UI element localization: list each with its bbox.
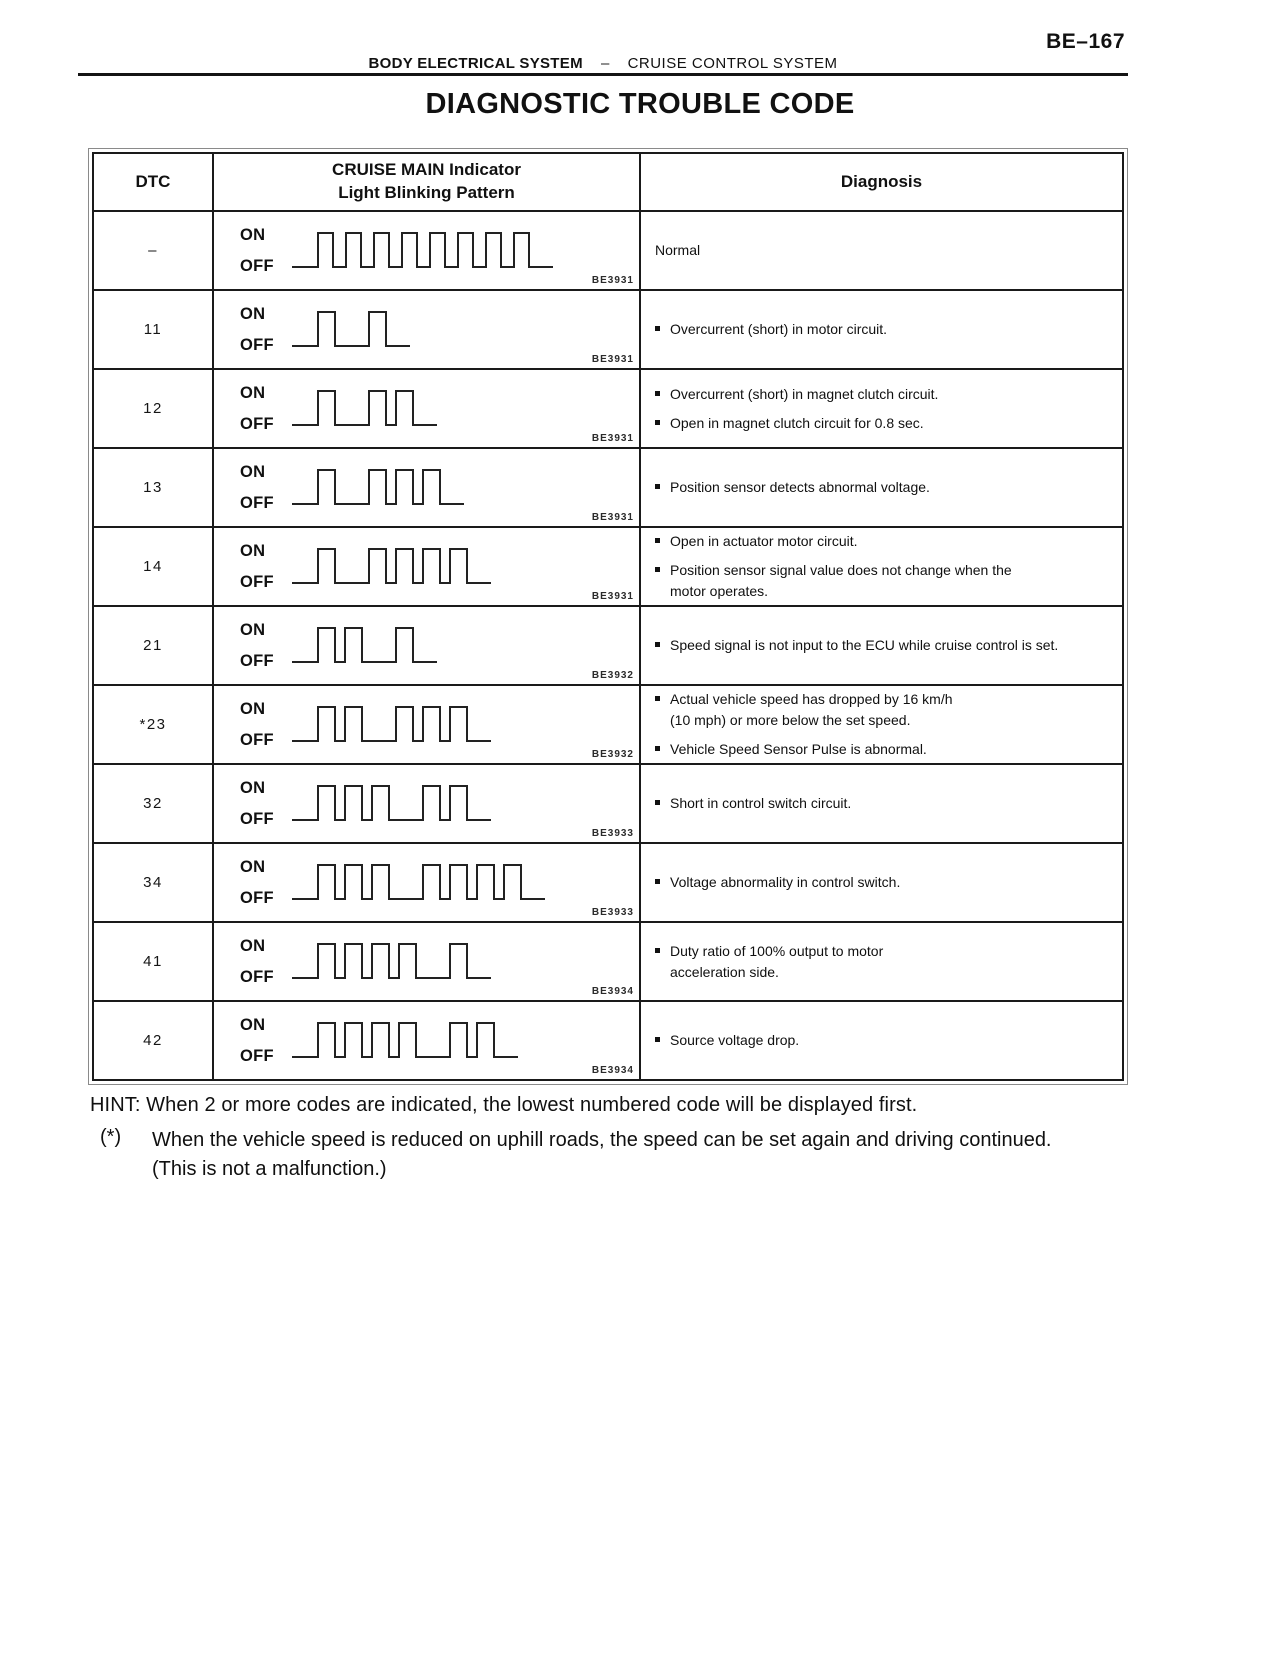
waveform-area [240,226,555,276]
bullet-icon [655,484,660,489]
col-header-diagnosis: Diagnosis [840,172,923,191]
diagnosis-cell [641,765,1122,842]
off-label: OFF [240,967,274,986]
figure-code: BE3932 [591,749,634,760]
diagnosis-item [655,240,1112,261]
waveform-area [240,858,547,908]
diagnosis-text [670,477,930,498]
onoff-labels [240,384,284,434]
blink-pattern-cell [214,686,641,763]
onoff-labels [240,226,284,276]
diagnosis-item [655,635,1112,656]
diagnosis-cell [641,686,1122,763]
col-header-pattern [214,154,641,210]
diagnosis-line: Overcurrent (short) in motor circuit. [670,321,888,337]
diagnosis-item [655,384,1112,405]
footnote-text [152,1126,1052,1184]
onoff-labels [240,1016,284,1066]
diagnosis-line: Duty ratio of 100% output to motor [670,942,884,959]
diagnosis-line: Normal [655,242,701,258]
diagnosis-text [670,384,938,405]
diagnosis-text [670,531,858,552]
col-header-pattern-line2: Light Blinking Pattern [338,183,515,202]
bullet-icon [655,420,660,425]
bullet-icon [655,879,660,884]
diagnosis-item [655,413,1112,434]
off-label: OFF [240,414,274,433]
table-row [94,449,1122,528]
dtc-code: 34 [94,844,214,921]
bullet-icon [655,538,660,543]
diagnosis-item [655,689,1112,731]
on-label: ON [240,304,266,323]
off-label: OFF [240,809,274,828]
diagnosis-line: Overcurrent (short) in magnet clutch circuit. [670,385,939,402]
diagnosis-text [670,872,900,893]
diagnosis-cell [641,844,1122,921]
blink-pattern-cell [214,844,641,921]
onoff-labels [240,621,284,671]
bullet-icon [655,696,660,701]
diagnosis-cell [641,528,1122,605]
on-label: ON [240,857,266,876]
table-header-row [94,154,1122,212]
diagnosis-text [670,689,953,731]
on-label: ON [240,225,266,244]
table-row [94,212,1122,291]
off-label: OFF [240,651,274,670]
figure-code: BE3931 [591,354,634,365]
bullet-icon [655,326,660,331]
blink-pattern-cell [214,528,641,605]
diagnosis-line: acceleration side. [670,963,779,980]
diagnosis-item [655,739,1112,760]
bullet-icon [655,567,660,572]
waveform-area [240,542,493,592]
diagnosis-line: Position sensor detects abnormal voltage. [670,479,930,495]
diagnosis-line: Position sensor signal value does not change when the [670,562,1012,578]
waveform-area [240,937,493,987]
dtc-code: 41 [94,923,214,1000]
waveform-area [240,384,439,434]
onoff-labels [240,305,284,355]
figure-code: BE3931 [591,512,634,523]
figure-code: BE3931 [591,433,634,444]
blink-waveform [292,463,466,513]
table-row [94,844,1122,923]
diagnosis-text [670,793,851,814]
waveform-area [240,621,439,671]
figure-code: BE3933 [591,907,634,918]
bullet-icon [655,1037,660,1042]
blink-pattern-cell [214,1002,641,1079]
blink-waveform [292,1016,520,1066]
figure-code: BE3932 [591,670,634,681]
on-label: ON [240,936,266,955]
hint-text: HINT: When 2 or more codes are indicated, the lowest numbered code will be displayed first. [90,1094,918,1116]
table-row [94,607,1122,686]
diagnosis-text [670,739,927,760]
off-label: OFF [240,888,274,907]
on-label: ON [240,1015,266,1034]
blink-waveform [292,305,412,355]
page-title: DIAGNOSTIC TROUBLE CODE [425,88,855,120]
blink-waveform [292,621,439,671]
dtc-code: 32 [94,765,214,842]
page-number: BE–167 [1046,30,1125,53]
dtc-code: – [94,212,214,289]
section-header-dash: – [601,55,610,72]
dtc-code: 21 [94,607,214,684]
bullet-icon [655,642,660,647]
waveform-area [240,700,493,750]
diagnosis-line: (10 mph) or more below the set speed. [670,712,911,728]
blink-waveform [292,542,493,592]
dtc-table [92,152,1124,1081]
blink-pattern-cell [214,449,641,526]
section-header [78,55,1128,72]
diagnosis-cell [641,923,1122,1000]
blink-pattern-cell [214,923,641,1000]
waveform-area [240,463,466,513]
bullet-icon [655,746,660,751]
diagnosis-item [655,941,1112,983]
table-row [94,923,1122,1002]
on-label: ON [240,699,266,718]
onoff-labels [240,779,284,829]
figure-code: BE3933 [591,828,634,839]
off-label: OFF [240,493,274,512]
on-label: ON [240,383,266,402]
footnotes [90,1094,1198,1184]
diagnosis-cell [641,291,1122,368]
waveform-area [240,1016,520,1066]
diagnosis-item [655,531,1112,552]
diagnosis-line: Open in magnet clutch circuit for 0.8 sec. [670,414,924,431]
blink-waveform [292,700,493,750]
dtc-code: 11 [94,291,214,368]
blink-pattern-cell [214,212,641,289]
diagnosis-text [670,1030,799,1051]
onoff-labels [240,858,284,908]
section-header-left: BODY ELECTRICAL SYSTEM [368,55,583,72]
figure-code: BE3931 [591,591,634,602]
onoff-labels [240,700,284,750]
off-label: OFF [240,1046,274,1065]
diagnosis-item [655,872,1112,893]
diagnosis-line: Actual vehicle speed has dropped by 16 km/h [670,691,953,707]
off-label: OFF [240,256,274,275]
diagnosis-text [670,319,887,340]
diagnosis-text [655,240,700,261]
footnote-star [90,1126,1198,1184]
figure-code: BE3934 [591,986,634,997]
on-label: ON [240,541,266,560]
diagnosis-line: Speed signal is not input to the ECU while cruise control is set. [670,637,1059,653]
diagnosis-cell [641,607,1122,684]
diagnosis-line: motor operates. [670,583,769,599]
bullet-icon [655,391,660,396]
table-row [94,528,1122,607]
blink-waveform [292,779,493,829]
diagnosis-item [655,319,1112,340]
figure-code: BE3934 [591,1065,634,1076]
blink-waveform [292,937,493,987]
onoff-labels [240,463,284,513]
dtc-code: *23 [94,686,214,763]
on-label: ON [240,462,266,481]
header-rule [78,73,1128,76]
col-header-pattern-line1: CRUISE MAIN Indicator [332,160,521,180]
col-header-dtc: DTC [94,154,214,210]
blink-waveform [292,384,439,434]
table-row [94,1002,1122,1079]
diagnosis-text [670,413,924,434]
blink-pattern-cell [214,607,641,684]
dtc-code: 12 [94,370,214,447]
off-label: OFF [240,572,274,591]
onoff-labels [240,937,284,987]
table-row [94,765,1122,844]
blink-pattern-cell [214,370,641,447]
dtc-code: 13 [94,449,214,526]
diagnosis-text [670,560,1012,602]
on-label: ON [240,620,266,639]
bullet-icon [655,800,660,805]
off-label: OFF [240,335,274,354]
section-header-right: CRUISE CONTROL SYSTEM [627,55,838,72]
diagnosis-text [670,635,1058,656]
table-body [94,212,1122,1079]
on-label: ON [240,778,266,797]
bullet-icon [655,948,660,953]
diagnosis-item [655,793,1112,814]
figure-code: BE3931 [591,275,634,286]
dtc-code: 42 [94,1002,214,1079]
waveform-area [240,779,493,829]
waveform-area [240,305,412,355]
footnote-marker: (*) [100,1126,122,1148]
blink-waveform [292,858,547,908]
diagnosis-cell [641,370,1122,447]
table-row [94,291,1122,370]
blink-pattern-cell [214,291,641,368]
footnote-text-line1: When the vehicle speed is reduced on uphill roads, the speed can be set again and driving continued. [152,1129,1052,1151]
footnote-text-line2: (This is not a malfunction.) [152,1158,387,1180]
diagnosis-cell [641,449,1122,526]
diagnosis-item [655,1030,1112,1051]
dtc-code: 14 [94,528,214,605]
blink-waveform [292,226,555,276]
blink-pattern-cell [214,765,641,842]
diagnosis-cell [641,212,1122,289]
diagnosis-cell [641,1002,1122,1079]
diagnosis-line: Open in actuator motor circuit. [670,533,858,549]
off-label: OFF [240,730,274,749]
diagnosis-line: Voltage abnormality in control switch. [670,874,901,890]
diagnosis-item [655,560,1112,602]
diagnosis-item [655,477,1112,498]
onoff-labels [240,542,284,592]
table-row [94,686,1122,765]
diagnosis-text [670,941,883,983]
diagnosis-line: Vehicle Speed Sensor Pulse is abnormal. [670,741,927,757]
diagnosis-line: Short in control switch circuit. [670,795,852,811]
diagnosis-line: Source voltage drop. [670,1032,800,1048]
table-row [94,370,1122,449]
